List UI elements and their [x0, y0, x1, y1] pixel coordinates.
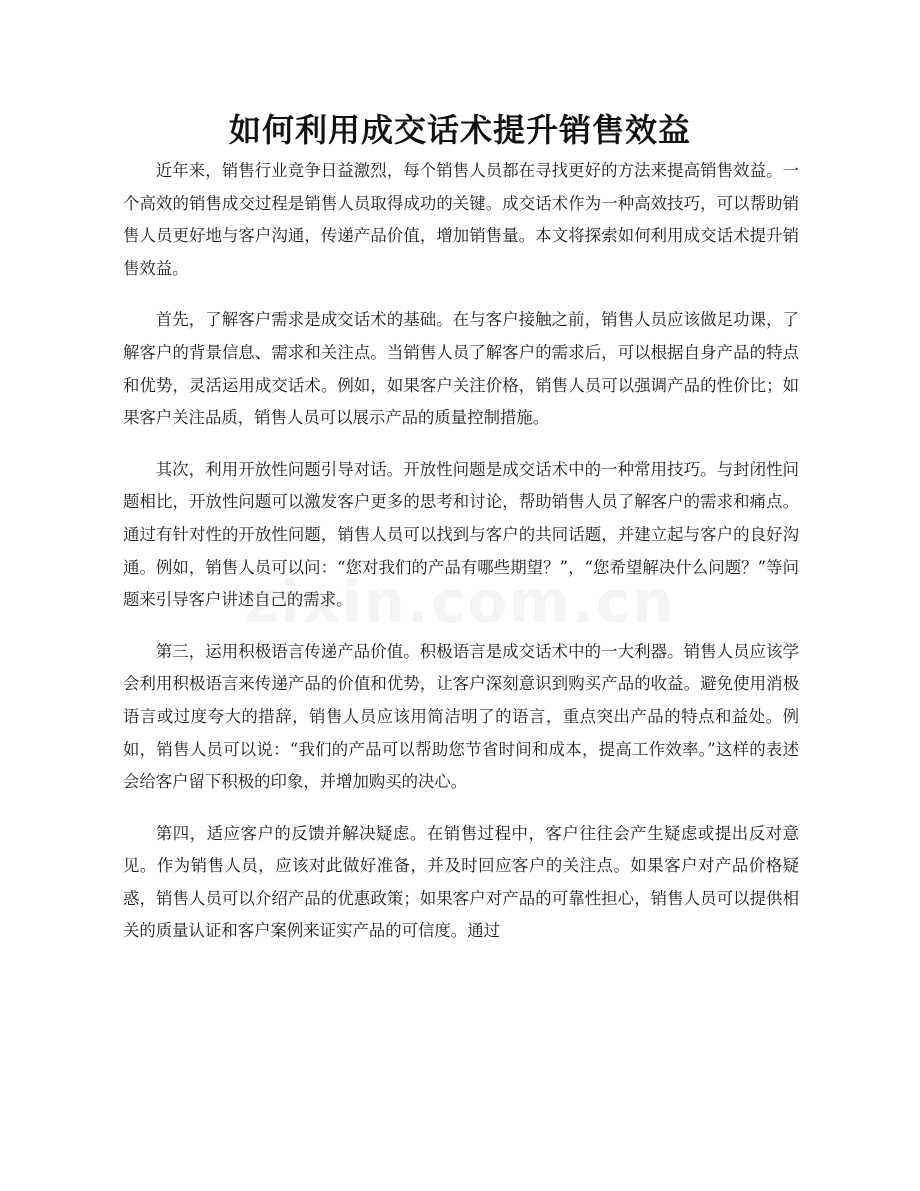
paragraph-first: 首先，了解客户需求是成交话术的基础。在与客户接触之前，销售人员应该做足功课，了解客户的背景信息、需求和关注点。当销售人员了解客户的需求后，可以根据自身产品的特点和优势，灵活运用成交话术。例如，如果客户关注价格，销售人员可以强调产品的性价比；如果客户关注品质，销售人员可以展示产品的质量控制措施。: [123, 310, 799, 428]
document-body: [123, 155, 799, 967]
paragraph-intro: 近年来，销售行业竞争日益激烈，每个销售人员都在寻找更好的方法来提高销售效益。一个高效的销售成交过程是销售人员取得成功的关键。成交话术作为一种高效技巧，可以帮助销售人员更好地与客户沟通，传递产品价值，增加销售量。本文将探索如何利用成交话术提升销售效益。: [123, 161, 799, 278]
paragraph-fourth: 第四，适应客户的反馈并解决疑虑。在销售过程中，客户往往会产生疑虑或提出反对意见。作为销售人员，应该对此做好准备，并及时回应客户的关注点。如果客户对产品价格疑惑，销售人员可以介绍产品的优惠政策；如果客户对产品的可靠性担心，销售人员可以提供相关的质量认证和客户案例来证实产品的可信度。通过: [123, 823, 799, 941]
document-title: 如何利用成交话术提升销售效益: [228, 111, 691, 149]
paragraph-second: 其次，利用开放性问题引导对话。开放性问题是成交话术中的一种常用技巧。与封闭性问题相比，开放性问题可以激发客户更多的思考和讨论，帮助销售人员了解客户的需求和痛点。通过有针对性的开放性问题，销售人员可以找到与客户的共同话题，并建立起与客户的良好沟通。例如，销售人员可以问：“您对我们的产品有哪些期望？”，“您希望解决什么问题？”等问题来引导客户讲述自己的需求。: [123, 459, 799, 610]
paragraph-third: 第三，运用积极语言传递产品价值。积极语言是成交话术中的一大利器。销售人员应该学会利用积极语言来传递产品的价值和优势，让客户深刻意识到购买产品的收益。避免使用消极语言或过度夸大的措辞，销售人员应该用简洁明了的语言，重点突出产品的特点和益处。例如，销售人员可以说：“我们的产品可以帮助您节省时间和成本，提高工作效率。”这样的表述会给客户留下积极的印象，并增加购买的决心。: [123, 641, 799, 792]
